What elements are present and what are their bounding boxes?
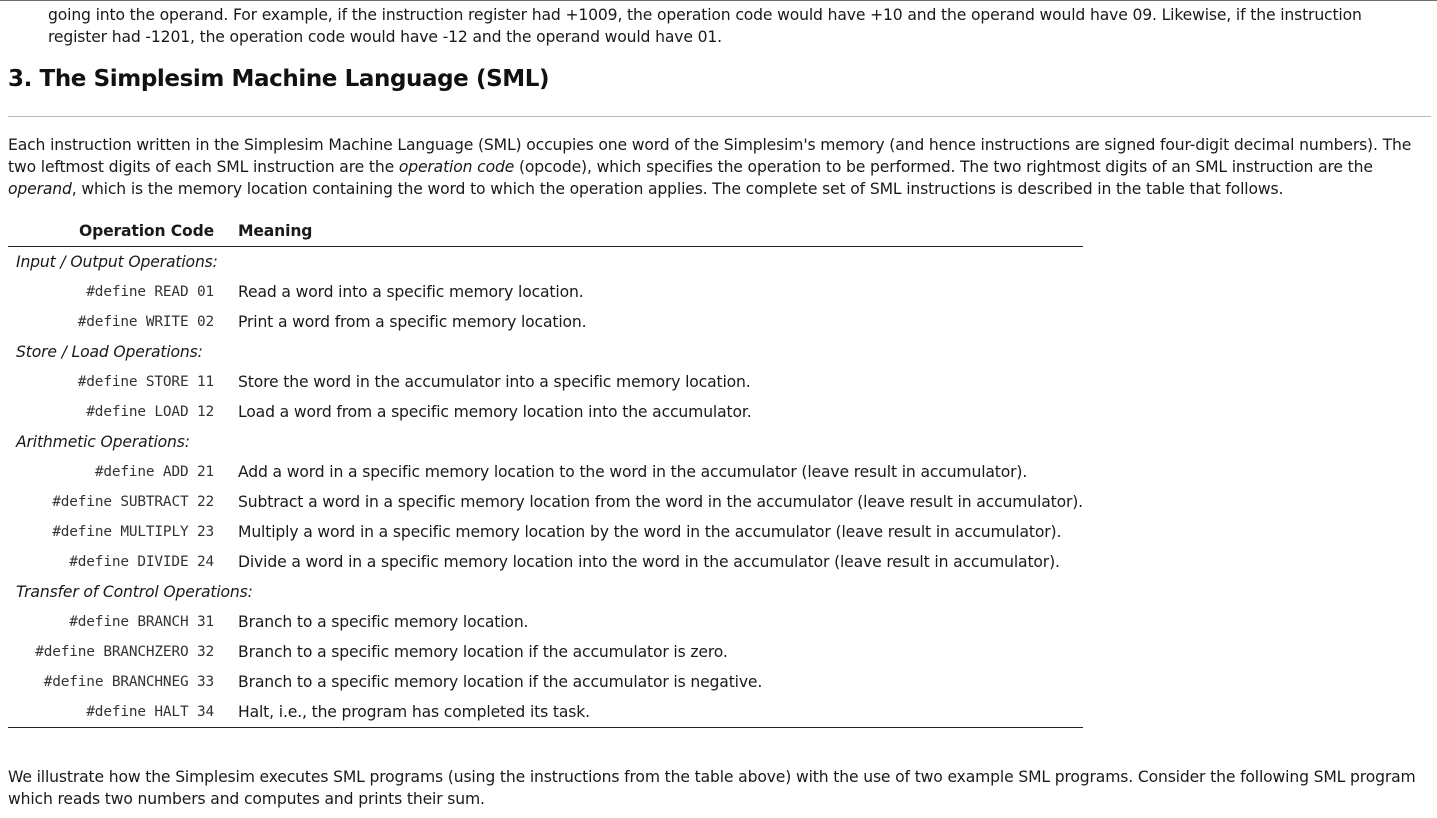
meaning-branchneg: Branch to a specific memory location if the accumulator is negative. [238, 673, 763, 691]
opcode-term: operation code [398, 158, 515, 176]
meaning-subtract: Subtract a word in a specific memory location from the word in the accumulator (leave result in accumulator). [238, 493, 1083, 511]
opcode-branch: #define BRANCH 31 [69, 614, 215, 630]
sml-instruction-table [8, 216, 1083, 728]
operand-term: operand [8, 180, 72, 198]
group-label-io: Input / Output Operations: [16, 253, 218, 271]
table-header-row [8, 216, 1083, 247]
group-row-store-load [8, 337, 1083, 367]
group-row-transfer [8, 577, 1083, 607]
table-row-load [8, 397, 1083, 427]
table-row-store [8, 367, 1083, 397]
opcode-branchzero: #define BRANCHZERO 32 [35, 644, 215, 660]
table-row-branchzero [8, 637, 1083, 667]
group-label-arithmetic: Arithmetic Operations: [16, 433, 190, 451]
opcode-branchneg: #define BRANCHNEG 33 [43, 674, 215, 690]
meaning-read: Read a word into a specific memory location. [238, 283, 584, 301]
group-label-store-load: Store / Load Operations: [16, 343, 203, 361]
meaning-halt: Halt, i.e., the program has completed its task. [238, 697, 1083, 728]
opcode-read: #define READ 01 [86, 284, 215, 300]
meaning-branch: Branch to a specific memory location. [238, 613, 529, 631]
heading-divider [8, 116, 1431, 117]
meaning-write: Print a word from a specific memory location. [238, 313, 587, 331]
closing-paragraph: We illustrate how the Simplesim executes SML programs (using the instructions from the table above) with the use of two example SML programs. Consider the following SML program which reads two numbers and computes and prints their sum. [8, 768, 1416, 808]
opcode-add: #define ADD 21 [94, 464, 215, 480]
description-text-3: , which is the memory location containing the word to which the operation applies. The complete set of SML instructions is described in the table that follows. [71, 180, 1284, 198]
group-row-arithmetic [8, 427, 1083, 457]
table-row-multiply [8, 517, 1083, 547]
meaning-divide: Divide a word in a specific memory location into the word in the accumulator (leave result in accumulator). [238, 553, 1060, 571]
table-row-add [8, 457, 1083, 487]
top-divider [0, 0, 1437, 1]
intro-paragraph: going into the operand. For example, if the instruction register had +1009, the operation code would have +10 and the operand would have 09. Likewise, if the instruction register had -1201, the operation code would have -12 and the operand would have 01. [48, 6, 1362, 46]
table-row-divide [8, 547, 1083, 577]
opcode-subtract: #define SUBTRACT 22 [52, 494, 215, 510]
meaning-branchzero: Branch to a specific memory location if the accumulator is zero. [238, 643, 728, 661]
group-label-transfer: Transfer of Control Operations: [16, 583, 253, 601]
description-text-2: (opcode), which specifies the operation to be performed. The two rightmost digits of an SML instruction are the [514, 158, 1373, 176]
section-heading: 3. The Simplesim Machine Language (SML) [8, 66, 550, 92]
group-row-io [8, 247, 1083, 278]
table-row-branch [8, 607, 1083, 637]
opcode-halt: #define HALT 34 [8, 697, 238, 728]
meaning-load: Load a word from a specific memory location into the accumulator. [238, 403, 752, 421]
opcode-divide: #define DIVIDE 24 [69, 554, 215, 570]
header-meaning: Meaning [238, 216, 1083, 247]
header-operation-code: Operation Code [8, 216, 238, 247]
description-paragraph [8, 134, 1428, 200]
opcode-load: #define LOAD 12 [86, 404, 215, 420]
table-row-branchneg [8, 667, 1083, 697]
table-row-halt [8, 697, 1083, 728]
table-row-read [8, 277, 1083, 307]
meaning-store: Store the word in the accumulator into a specific memory location. [238, 373, 751, 391]
table-row-write [8, 307, 1083, 337]
table-row-subtract [8, 487, 1083, 517]
opcode-multiply: #define MULTIPLY 23 [52, 524, 215, 540]
meaning-multiply: Multiply a word in a specific memory location by the word in the accumulator (leave result in accumulator). [238, 523, 1062, 541]
opcode-write: #define WRITE 02 [77, 314, 215, 330]
opcode-store: #define STORE 11 [77, 374, 215, 390]
description-text-1: Each instruction written in the Simplesim Machine Language (SML) occupies one word of the Simplesim's memory (and hence instructions are signed four-digit decimal numbers). The two leftmost digits of each SML instruction are the [8, 136, 1412, 176]
meaning-add: Add a word in a specific memory location to the word in the accumulator (leave result in accumulator). [238, 463, 1028, 481]
